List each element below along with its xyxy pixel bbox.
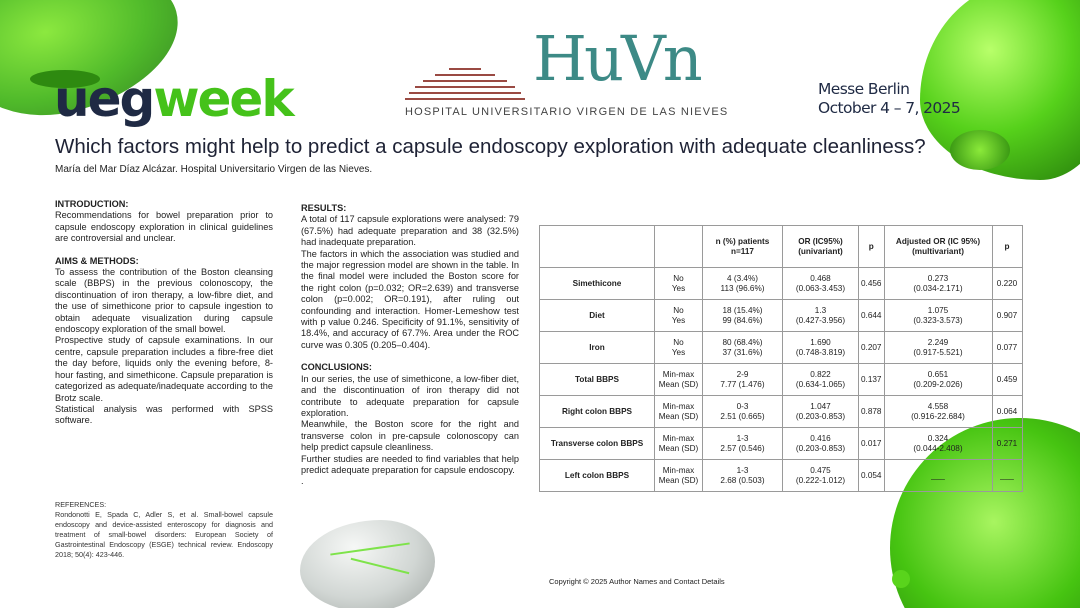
introduction-text: Recommendations for bowel preparation prior to capsule endoscopy exploration in clinical guidelines are controversial and unclear. — [55, 210, 273, 244]
table-cell-n: 80 (68.4%) 37 (31.6%) — [703, 332, 783, 364]
table-cell-or-multi: 1.075 (0.323-3.573) — [884, 300, 992, 332]
results-table — [539, 225, 1023, 492]
event-venue: Messe Berlin — [818, 80, 910, 98]
conclusions-heading: CONCLUSIONS: — [301, 362, 372, 373]
table-header-cell: Adjusted OR (IC 95%) (multivariant) — [884, 226, 992, 268]
table-cell-variable: Simethicone — [540, 268, 655, 300]
event-info — [818, 80, 960, 117]
aims-heading: AIMS & METHODS: — [55, 255, 139, 266]
table-cell-p-uni: 0.644 — [859, 300, 885, 332]
table-row — [540, 428, 1023, 460]
table-cell-or-uni: 0.822 (0.634-1.065) — [783, 364, 859, 396]
table-cell-levels: No Yes — [655, 300, 703, 332]
conclusions-text: Further studies are needed to find variables that help predict adequate preparation for capsule endoscopy. — [301, 453, 519, 475]
table-header-cell — [655, 226, 703, 268]
table-cell-or-uni: 0.468 (0.063-3.453) — [783, 268, 859, 300]
table-row — [540, 332, 1023, 364]
table-cell-or-multi: 0.273 (0.034-2.171) — [884, 268, 992, 300]
table-row — [540, 364, 1023, 396]
logo-bar — [415, 86, 515, 88]
table-cell-n: 2-9 7.77 (1.476) — [703, 364, 783, 396]
table-row — [540, 396, 1023, 428]
table-header-cell: OR (IC95%) (univariant) — [783, 226, 859, 268]
hospital-logo-wordmark: HuVn — [533, 22, 700, 95]
poster-author: María del Mar Díaz Alcázar. Hospital Universitario Virgen de las Nieves. — [55, 164, 373, 175]
conclusions-text: In our series, the use of simethicone, a low-fiber diet, and the discontinuation of iron therapy did not contribute to adequate preparation for capsule exploration. — [301, 373, 519, 418]
table-cell-or-uni: 0.475 (0.222-1.012) — [783, 460, 859, 492]
table-cell-p-uni: 0.017 — [859, 428, 885, 460]
table-cell-p-multi: 0.064 — [992, 396, 1022, 428]
poster-title: Which factors might help to predict a capsule endoscopy exploration with adequate cleanliness? — [55, 135, 926, 158]
logo-bar — [423, 80, 507, 82]
logo-bar — [435, 74, 495, 76]
table-header-cell — [540, 226, 655, 268]
introduction-heading: INTRODUCTION: — [55, 199, 129, 209]
table-cell-n: 1-3 2.57 (0.546) — [703, 428, 783, 460]
table-cell-p-uni: 0.878 — [859, 396, 885, 428]
table-cell-or-uni: 1.047 (0.203-0.853) — [783, 396, 859, 428]
table-cell-n: 1-3 2.68 (0.503) — [703, 460, 783, 492]
table-cell-p-multi: 0.220 — [992, 268, 1022, 300]
results-text: A total of 117 capsule explorations were analysed: 79 (67.5%) had adequate preparation and 38 (32.5%) had inadequate preparation. — [301, 214, 519, 248]
table-header-row — [540, 226, 1023, 268]
table-cell-levels: No Yes — [655, 332, 703, 364]
logo-bar — [409, 92, 521, 94]
references-text: REFERENCES: Rondonotti E, Spada C, Adler S, et al. Small-bowel capsule endoscopy and device-assisted enteroscopy for diagnosis and treatment of small-bowel disorders: European Society of Gastrointestinal Endoscopy (ESGE) technical review. Endoscopy 2018; 50(4): 423-446. — [55, 500, 273, 559]
table-cell-n: 0-3 2.51 (0.665) — [703, 396, 783, 428]
table-header-cell: p — [859, 226, 885, 268]
table-cell-variable: Right colon BBPS — [540, 396, 655, 428]
table-cell-or-uni: 1.690 (0.748-3.819) — [783, 332, 859, 364]
table-cell-p-uni: 0.207 — [859, 332, 885, 364]
table-row — [540, 300, 1023, 332]
table-header-cell: p — [992, 226, 1022, 268]
table-cell-or-multi: 4.558 (0.916-22.684) — [884, 396, 992, 428]
results-heading: RESULTS: — [301, 203, 347, 213]
aims-text: To assess the contribution of the Boston cleansing scale (BBPS) in the previous colonoscopy, the discontinuation of iron therapy, a low-fibre diet, and the use of simethicone prior to capsule ingestion to obtain adequate visualization during capsule endoscopy exploration of the small bowel. — [55, 267, 273, 335]
table-cell-variable: Transverse colon BBPS — [540, 428, 655, 460]
table-cell-p-multi: 0.459 — [992, 364, 1022, 396]
table-cell-n: 18 (15.4%) 99 (84.6%) — [703, 300, 783, 332]
table-row — [540, 460, 1023, 492]
hospital-name: HOSPITAL UNIVERSITARIO VIRGEN DE LAS NIEVES — [405, 106, 729, 118]
ueg-week-logo — [54, 70, 293, 128]
conclusions-text: Meanwhile, the Boston score for the right and transverse colon in pre-capsule colonoscopy can help predict capsule cleanliness. — [301, 419, 519, 453]
table-cell-or-multi: 0.324 (0.044-2.408) — [884, 428, 992, 460]
table-cell-p-multi: 0.907 — [992, 300, 1022, 332]
table-cell-p-uni: 0.137 — [859, 364, 885, 396]
table-cell-p-multi: ___ — [992, 460, 1022, 492]
trailing-dot: . — [301, 476, 304, 487]
table-cell-n: 4 (3.4%) 113 (96.6%) — [703, 268, 783, 300]
event-dates: October 4 – 7, 2025 — [818, 98, 961, 117]
table-cell-or-uni: 1.3 (0.427-3.956) — [783, 300, 859, 332]
hospital-logo — [405, 22, 729, 124]
logo-bar — [405, 98, 525, 100]
table-cell-variable: Iron — [540, 332, 655, 364]
table-cell-levels: Min-max Mean (SD) — [655, 396, 703, 428]
table-cell-p-uni: 0.054 — [859, 460, 885, 492]
table-cell-p-uni: 0.456 — [859, 268, 885, 300]
methods-text: Prospective study of capsule examinations. In our centre, capsule preparation includes a fibre-free diet the day before, liquids only the evening before, 8-hour fasting, and simethicone. Capsule preparation is categorized as adequate/inadequate according to the Brotz scale. — [55, 335, 273, 403]
table-cell-or-multi: 0.651 (0.209-2.026) — [884, 364, 992, 396]
left-column — [55, 199, 273, 427]
table-cell-or-multi: 2.249 (0.917-5.521) — [884, 332, 992, 364]
copyright: Copyright © 2025 Author Names and Contact Details — [549, 577, 725, 586]
table-cell-variable: Diet — [540, 300, 655, 332]
green-blob-top-right-small — [950, 130, 1010, 170]
table-cell-variable: Total BBPS — [540, 364, 655, 396]
results-text: The factors in which the association was studied and the major regression model are shown in the table. In the final model were included the Boston score for the right colon (p=0.032; OR=2.639) and transverse colon (p=0.002; OR=0.191), after ruling out confounding and interaction. Homer-Lemeshow test with p value 0.246. Specificity of 91.1%, sensitivity of 18.4%, and accuracy of 67.7%. Area under the ROC curve was 0.305 (0.205–0.404). — [301, 248, 519, 350]
logo-bar — [449, 68, 481, 70]
middle-column — [301, 203, 519, 488]
green-dot-bottom-right — [892, 570, 910, 588]
table-cell-variable: Left colon BBPS — [540, 460, 655, 492]
logo-week-text: week — [153, 70, 293, 128]
logo-ueg-text: ueg — [54, 70, 154, 128]
table-cell-p-multi: 0.077 — [992, 332, 1022, 364]
table-cell-levels: Min-max Mean (SD) — [655, 428, 703, 460]
table-body — [540, 268, 1023, 492]
table-cell-p-multi: 0.271 — [992, 428, 1022, 460]
table-header-cell: n (%) patients n=117 — [703, 226, 783, 268]
statistics-text: Statistical analysis was performed with SPSS software. — [55, 403, 273, 426]
table-row — [540, 268, 1023, 300]
table-cell-levels: Min-max Mean (SD) — [655, 364, 703, 396]
table-cell-or-multi: ___ — [884, 460, 992, 492]
table-cell-levels: Min-max Mean (SD) — [655, 460, 703, 492]
table-cell-levels: No Yes — [655, 268, 703, 300]
table-cell-or-uni: 0.416 (0.203-0.853) — [783, 428, 859, 460]
references — [55, 500, 273, 560]
